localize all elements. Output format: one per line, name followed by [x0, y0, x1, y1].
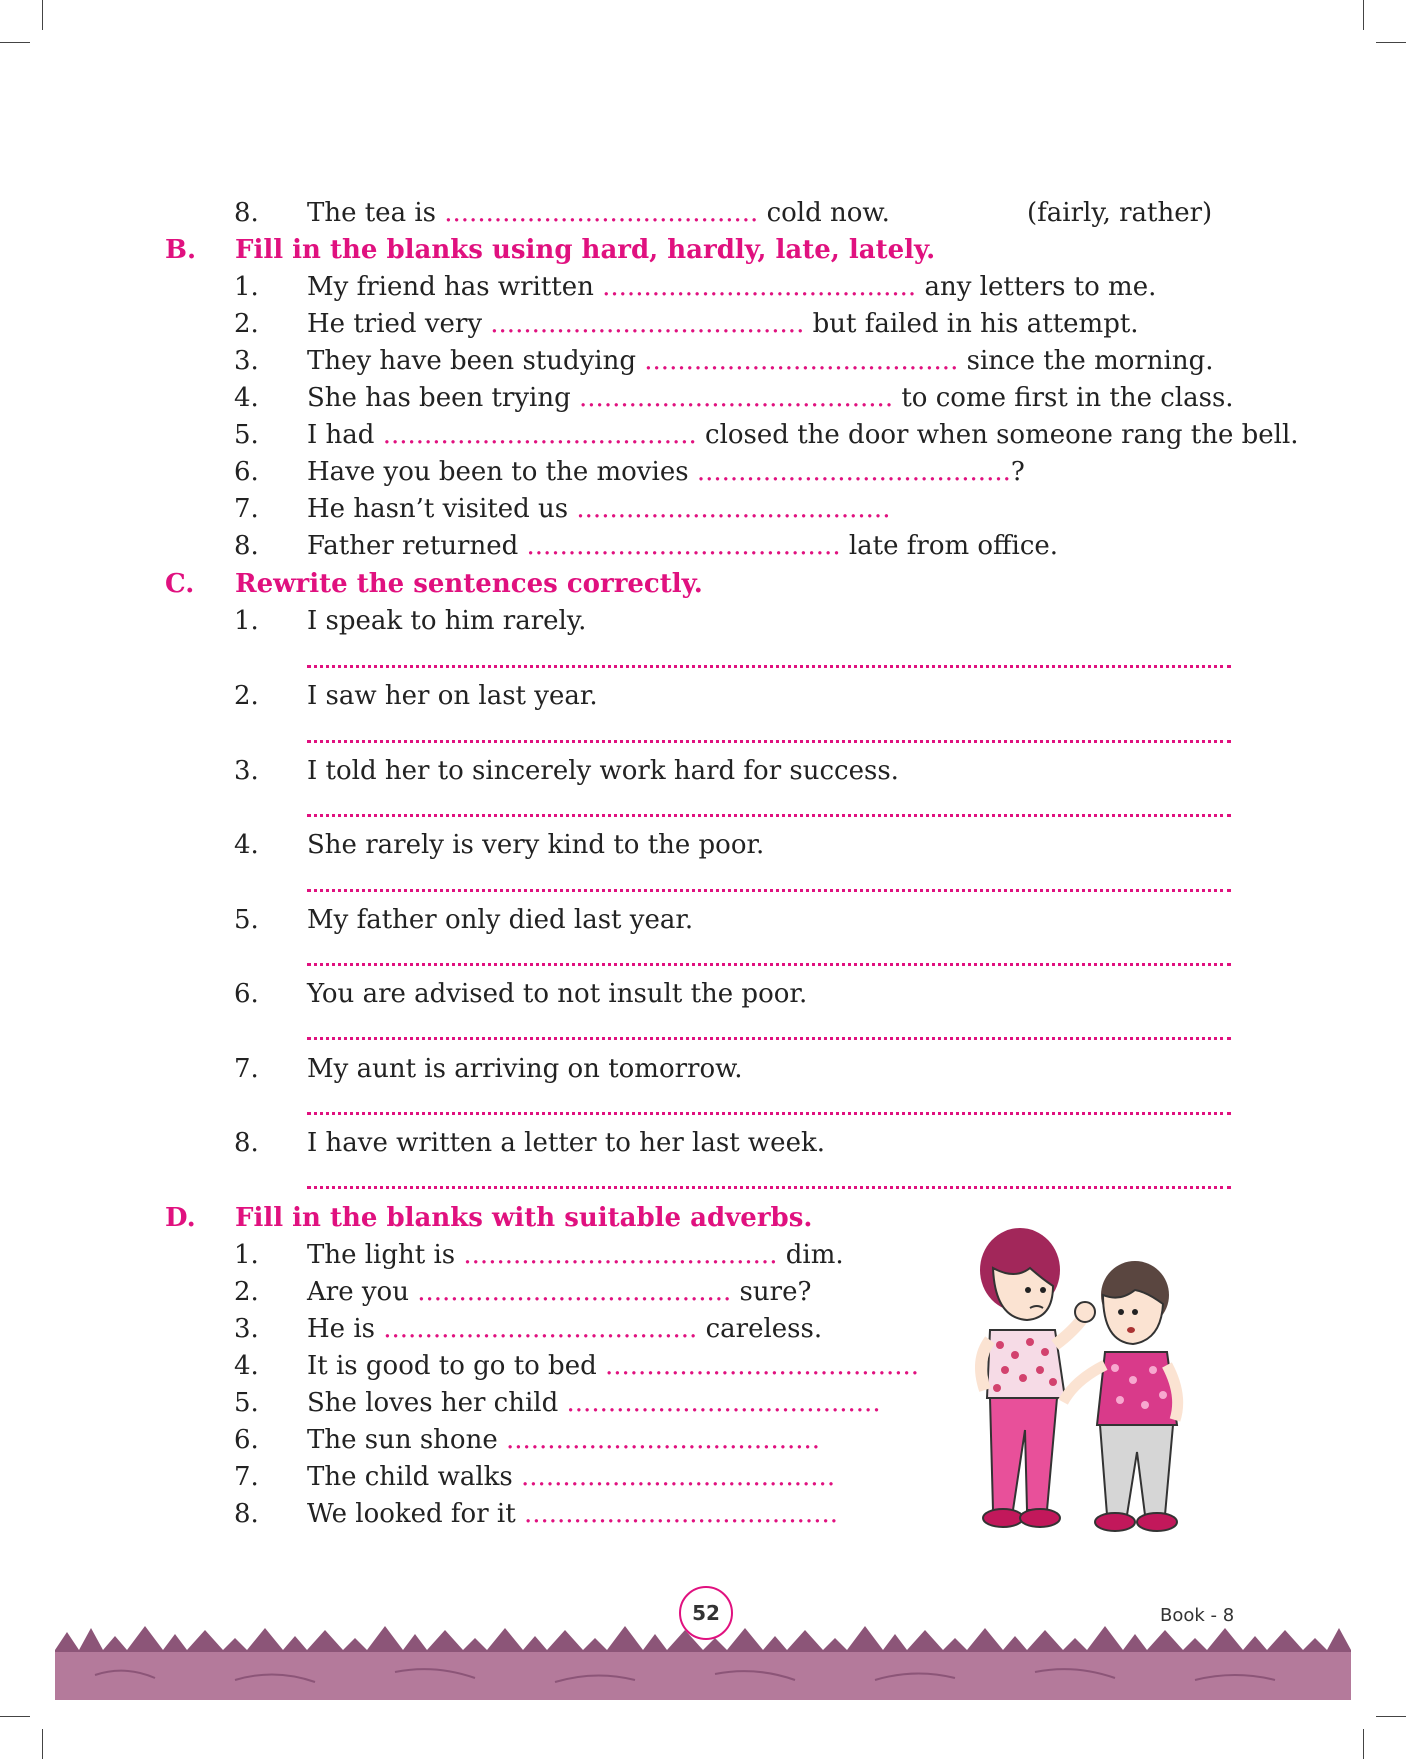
item-text: My father only died last year.	[307, 905, 694, 935]
item-number: 6.	[234, 1425, 259, 1455]
answer-blank[interactable]: ......................................	[463, 1240, 778, 1270]
item-text: She rarely is very kind to the poor.	[307, 830, 765, 860]
item-number: 6.	[234, 979, 259, 1009]
answer-line[interactable]	[307, 889, 1231, 892]
item-number: 5.	[234, 420, 259, 450]
item-text: He hasn’t visited us ......................................	[307, 494, 891, 524]
right-boy-figure	[1063, 1261, 1178, 1531]
item-text: I told her to sincerely work hard for success.	[307, 756, 899, 786]
answer-blank[interactable]: ......................................	[576, 494, 891, 524]
page-number: 52	[679, 1586, 733, 1640]
crop-mark	[1376, 42, 1406, 43]
item-number: 2.	[234, 309, 259, 339]
item-text: We looked for it ......................................	[307, 1499, 838, 1529]
answer-blank[interactable]: ......................................	[696, 457, 1011, 487]
answer-line[interactable]	[307, 1186, 1231, 1189]
answer-blank[interactable]: ......................................	[505, 1425, 821, 1455]
section-b-letter: B.	[165, 235, 197, 265]
item-number: 3.	[234, 346, 259, 376]
item-text: The child walks ......................................	[307, 1462, 836, 1492]
answer-blank[interactable]: ......................................	[382, 420, 697, 450]
item-number: 4.	[234, 1351, 259, 1381]
word-hint: (fairly, rather)	[1027, 198, 1213, 228]
section-c-letter: C.	[165, 569, 195, 599]
item-number: 8.	[234, 1499, 259, 1529]
item-number: 7.	[234, 1462, 259, 1492]
item-number: 7.	[234, 1054, 259, 1084]
item-text: He tried very ...................................... but failed in his attempt.	[307, 309, 1139, 339]
answer-blank[interactable]: ......................................	[526, 531, 841, 561]
item-text: They have been studying ...................................... since the morning.	[307, 346, 1214, 376]
item-text: Are you ...................................... sure?	[307, 1277, 812, 1307]
item-text: Have you been to the movies ......................................?	[307, 457, 1025, 487]
item-number: 3.	[234, 1314, 259, 1344]
crop-mark	[1363, 0, 1364, 30]
item-text: The sun shone ......................................	[307, 1425, 821, 1455]
item-text: I speak to him rarely.	[307, 606, 587, 636]
crop-mark	[0, 1716, 30, 1717]
item-text: He is ...................................... careless.	[307, 1314, 823, 1344]
answer-blank[interactable]: ......................................	[579, 383, 894, 413]
book-label: Book - 8	[1160, 1605, 1235, 1626]
section-d-letter: D.	[165, 1203, 196, 1233]
two-boys-illustration	[935, 1220, 1210, 1538]
answer-blank[interactable]: ......................................	[521, 1462, 836, 1492]
item-text: The tea is ...................................... cold now.	[307, 198, 890, 228]
item-text: The light is ...................................... dim.	[307, 1240, 844, 1270]
answer-line[interactable]	[307, 1037, 1231, 1040]
answer-blank[interactable]: ......................................	[417, 1277, 732, 1307]
item-number: 2.	[234, 681, 259, 711]
answer-line[interactable]	[307, 740, 1231, 743]
item-number: 4.	[234, 830, 259, 860]
item-number: 7.	[234, 494, 259, 524]
answer-line[interactable]	[307, 665, 1231, 668]
item-text: My aunt is arriving on tomorrow.	[307, 1054, 743, 1084]
item-text: She loves her child ......................................	[307, 1388, 881, 1418]
answer-blank[interactable]: ......................................	[490, 309, 805, 339]
item-number: 2.	[234, 1277, 259, 1307]
answer-blank[interactable]: ......................................	[566, 1388, 881, 1418]
item-text: She has been trying ...................................... to come first in the class.	[307, 383, 1234, 413]
item-number: 1.	[234, 1240, 259, 1270]
item-number: 8.	[234, 198, 259, 228]
answer-blank[interactable]: ......................................	[523, 1499, 838, 1529]
item-number: 5.	[234, 905, 259, 935]
crop-mark	[42, 1729, 43, 1759]
answer-line[interactable]	[307, 814, 1231, 817]
answer-blank[interactable]: ......................................	[602, 272, 917, 302]
item-text: My friend has written ...................................... any letters to me.	[307, 272, 1157, 302]
item-text: I had ...................................... closed the door when someone rang the bell.	[307, 420, 1299, 450]
crop-mark	[0, 42, 30, 43]
item-number: 4.	[234, 383, 259, 413]
answer-line[interactable]	[307, 1112, 1231, 1115]
crop-mark	[1363, 1729, 1364, 1759]
item-text: You are advised to not insult the poor.	[307, 979, 808, 1009]
item-number: 3.	[234, 756, 259, 786]
crop-mark	[1376, 1716, 1406, 1717]
answer-line[interactable]	[307, 963, 1231, 966]
item-number: 8.	[234, 531, 259, 561]
answer-blank[interactable]: ......................................	[444, 198, 759, 228]
answer-blank[interactable]: ......................................	[644, 346, 959, 376]
section-b-title: Fill in the blanks using hard, hardly, late, lately.	[235, 235, 936, 265]
crop-mark	[42, 0, 43, 30]
item-text: It is good to go to bed ......................................	[307, 1351, 920, 1381]
answer-blank[interactable]: ......................................	[605, 1351, 920, 1381]
item-text: I have written a letter to her last week.	[307, 1128, 825, 1158]
answer-blank[interactable]: ......................................	[383, 1314, 698, 1344]
item-text: I saw her on last year.	[307, 681, 598, 711]
item-text: Father returned ...................................... late from office.	[307, 531, 1059, 561]
item-number: 6.	[234, 457, 259, 487]
item-number: 8.	[234, 1128, 259, 1158]
item-number: 1.	[234, 272, 259, 302]
section-d-title: Fill in the blanks with suitable adverbs.	[235, 1203, 813, 1233]
item-number: 1.	[234, 606, 259, 636]
item-number: 5.	[234, 1388, 259, 1418]
section-c-title: Rewrite the sentences correctly.	[235, 569, 703, 599]
